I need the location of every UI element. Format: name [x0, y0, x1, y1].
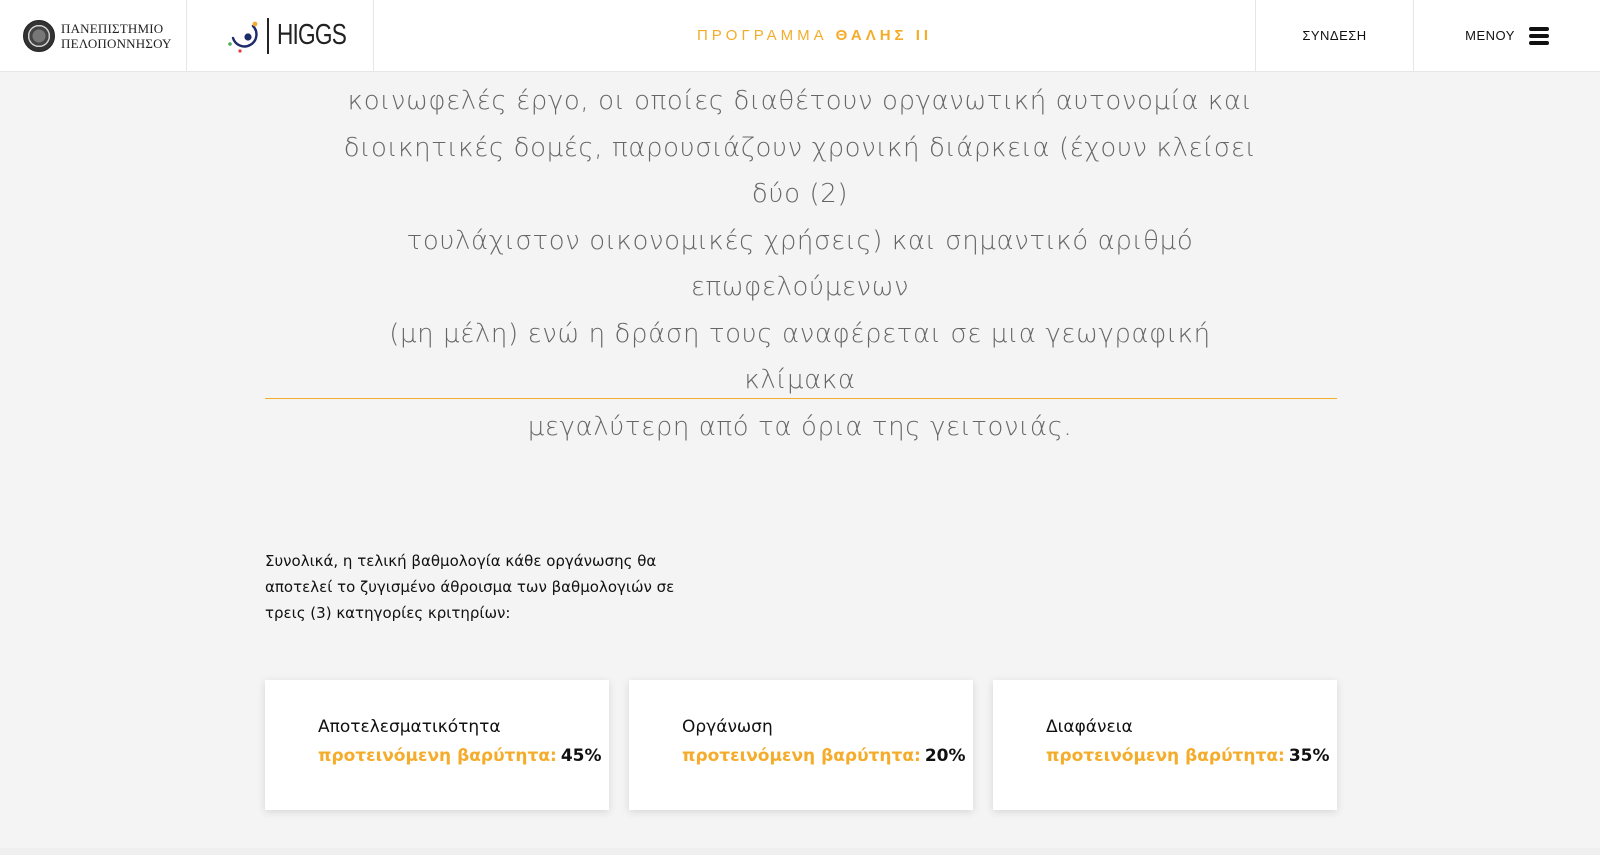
menu-button[interactable] — [1414, 0, 1600, 71]
higgs-logo-icon — [227, 18, 263, 54]
university-name-line1: ΠΑΝΕΠΙΣΤΗΜΙΟ — [61, 20, 164, 36]
university-logo[interactable] — [0, 0, 187, 71]
higgs-logo[interactable] — [187, 0, 374, 71]
lead-paragraph — [330, 78, 1270, 450]
lead-line: κοινωφελές έργο, οι οποίες διαθέτουν οργανωτική αυτονομία και — [347, 86, 1253, 116]
login-link[interactable]: ΣΥΝΔΕΣΗ — [1256, 0, 1414, 71]
weight-value: 20% — [924, 746, 966, 766]
next-section-hint — [0, 848, 1600, 855]
lead-line: διοικητικές δομές, παρουσιάζουν χρονική διάρκεια (έχουν κλείσει δύο (2) — [343, 132, 1257, 209]
university-seal-icon — [23, 20, 55, 52]
scoring-summary: Συνολικά, η τελική βαθμολογία κάθε οργάνωσης θα αποτελεί το ζυγισμένο άθροισμα των βαθμολογιών σε τρεις (3) κατηγορίες κριτηρίων: — [265, 552, 675, 622]
higgs-logo-text: HIGGS — [277, 19, 347, 51]
weight-value: 45% — [560, 746, 602, 766]
criteria-weight — [318, 746, 609, 766]
criteria-card-effectiveness — [265, 680, 609, 810]
weight-label: προτεινόμενη βαρύτητα: — [682, 746, 921, 766]
criteria-cards — [265, 680, 1337, 810]
weight-value: 35% — [1288, 746, 1330, 766]
section-divider — [265, 398, 1337, 399]
criteria-title: Αποτελεσματικότητα — [318, 717, 501, 737]
criteria-title: Οργάνωση — [682, 717, 773, 737]
program-title[interactable] — [374, 0, 1256, 71]
lead-line: τουλάχιστον οικονομικές χρήσεις) και σημαντικό αριθμό επωφελούμενων — [406, 225, 1194, 302]
lead-line: μεγαλύτερη από τα όρια της γειτονιάς. — [527, 411, 1073, 442]
criteria-title: Διαφάνεια — [1046, 717, 1133, 737]
criteria-weight — [1046, 746, 1337, 766]
hamburger-icon — [1529, 27, 1549, 45]
weight-label: προτεινόμενη βαρύτητα: — [318, 746, 557, 766]
criteria-card-transparency — [993, 680, 1337, 810]
university-name — [61, 21, 172, 51]
university-name-line2: ΠΕΛΟΠΟΝΝΗΣΟΥ — [61, 35, 172, 51]
weight-label: προτεινόμενη βαρύτητα: — [1046, 746, 1285, 766]
lead-line: (μη μέλη) ενώ η δράση τους αναφέρεται σε μια γεωγραφική κλίμακα — [389, 318, 1211, 395]
criteria-card-organization — [629, 680, 973, 810]
site-header — [0, 0, 1600, 72]
menu-label: ΜΕΝΟΥ — [1465, 28, 1515, 43]
program-prefix: ΠΡΟΓΡΑΜΜΑ — [696, 27, 828, 44]
program-name: ΘΑΛΗΣ II — [835, 27, 933, 44]
criteria-weight — [682, 746, 973, 766]
higgs-logo-separator — [267, 18, 269, 54]
